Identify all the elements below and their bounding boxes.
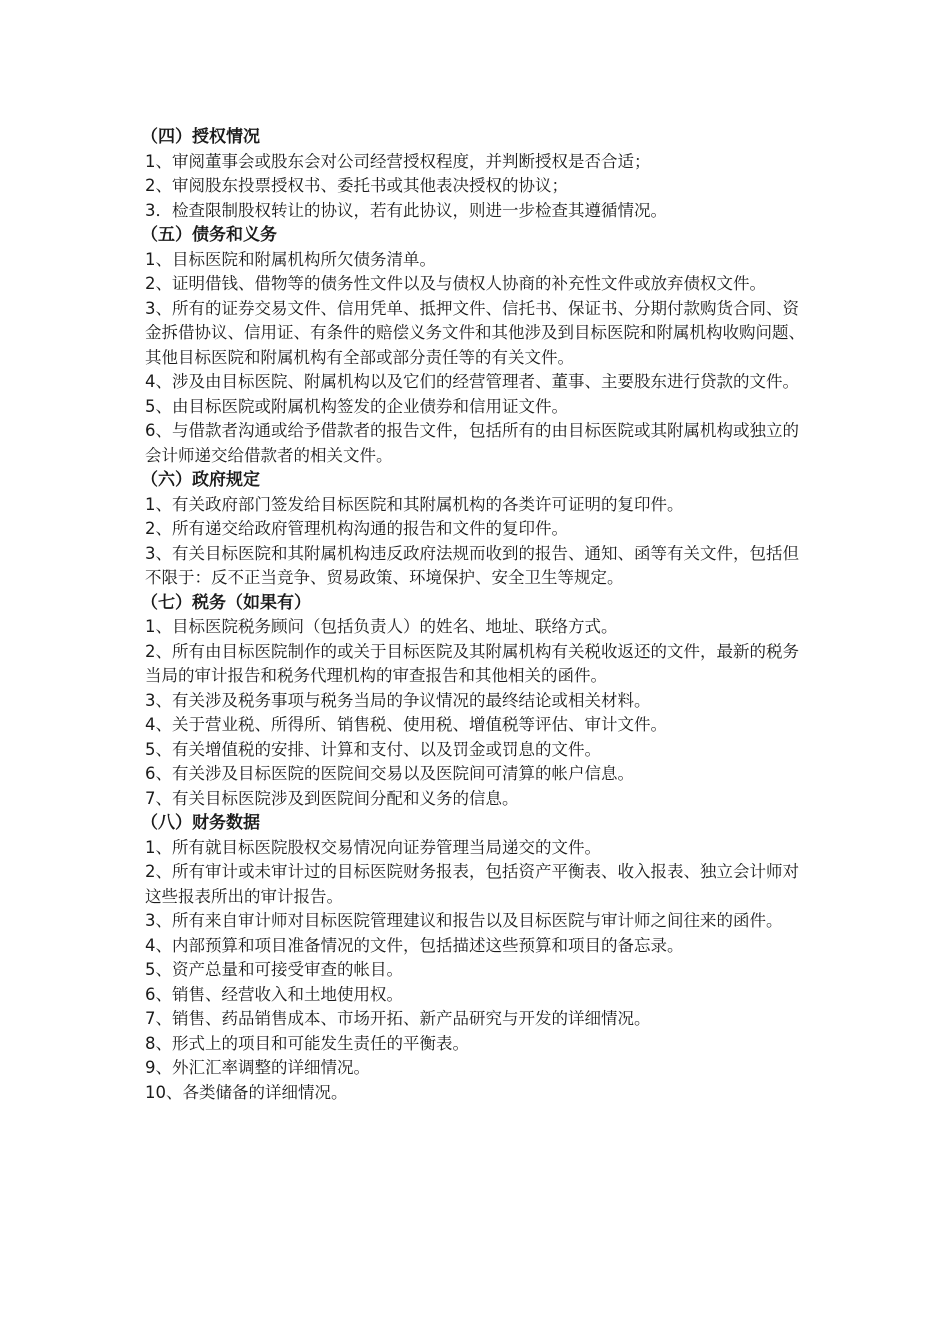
list-item: 4、关于营业税、所得所、销售税、使用税、增值税等评估、审计文件。 xyxy=(145,715,667,734)
list-item: 2、证明借钱、借物等的债务性文件以及与债权人协商的补充性文件或放弃债权文件。 xyxy=(145,274,766,293)
list-item: 6、销售、经营收入和土地使用权。 xyxy=(145,984,403,1004)
section-authorization xyxy=(141,125,815,223)
list-item: 6、有关涉及目标医院的医院间交易以及医院间可清算的帐户信息。 xyxy=(145,764,634,783)
list-item: 1、目标医院和附属机构所欠债务清单。 xyxy=(145,249,436,269)
section-heading: （八）财务数据 xyxy=(141,813,260,833)
list-item: 3、有关涉及税务事项与税务当局的争议情况的最终结论或相关材料。 xyxy=(145,690,651,710)
list-item: 5、由目标医院或附属机构签发的企业债券和信用证文件。 xyxy=(145,396,568,416)
section-heading: （六）政府规定 xyxy=(141,470,260,490)
section-heading: （五）债务和义务 xyxy=(141,225,277,245)
list-item: 10、各类储备的详细情况。 xyxy=(145,1082,348,1102)
list-item: 4、涉及由目标医院、附属机构以及它们的经营管理者、董事、主要股东进行贷款的文件。 xyxy=(145,372,799,391)
list-item: 7、销售、药品销售成本、市场开拓、新产品研究与开发的详细情况。 xyxy=(145,1009,651,1028)
list-item: 1、审阅董事会或股东会对公司经营授权程度，并判断授权是否合适； xyxy=(145,151,651,171)
section-heading: （四）授权情况 xyxy=(141,127,260,147)
section-taxation xyxy=(141,591,815,812)
list-item: 5、有关增值税的安排、计算和支付、以及罚金或罚息的文件。 xyxy=(145,739,601,759)
section-financial-data xyxy=(141,811,815,1105)
list-item: 2、所有递交给政府管理机构沟通的报告和文件的复印件。 xyxy=(145,519,568,538)
list-item: 3．检查限制股权转让的协议，若有此协议，则进一步检查其遵循情况。 xyxy=(145,200,667,220)
list-item: 5、资产总量和可接受审查的帐目。 xyxy=(145,960,403,979)
list-item: 3、有关目标医院和其附属机构违反政府法规而收到的报告、通知、函等有关文件，包括但不限于：反不正当竞争、贸易政策、环境保护、安全卫生等规定。 xyxy=(145,543,799,587)
list-item: 3、所有来自审计师对目标医院管理建议和报告以及目标医院与审计师之间往来的函件。 xyxy=(145,911,783,930)
section-debts-obligations xyxy=(141,223,815,468)
list-item: 2、所有由目标医院制作的或关于目标医院及其附属机构有关税收返还的文件，最新的税务当局的审计报告和税务代理机构的审查报告和其他相关的函件。 xyxy=(145,641,799,685)
list-item: 2、审阅股东投票授权书、委托书或其他表决授权的协议； xyxy=(145,176,568,195)
section-government-regulations xyxy=(141,468,815,591)
list-item: 9、外汇汇率调整的详细情况。 xyxy=(145,1058,370,1077)
list-item: 3、所有的证券交易文件、信用凭单、抵押文件、信托书、保证书、分期付款购货合同、资金拆借协议、信用证、有条件的赔偿义务文件和其他涉及到目标医院和附属机构收购问题、其他目标医院和附属机构有全部或部分责任等的有关文件。 xyxy=(145,298,805,367)
list-item: 7、有关目标医院涉及到医院间分配和义务的信息。 xyxy=(145,788,519,808)
list-item: 8、形式上的项目和可能发生责任的平衡表。 xyxy=(145,1033,469,1053)
list-item: 1、目标医院税务顾问（包括负责人）的姓名、地址、联络方式。 xyxy=(145,617,618,636)
list-item: 1、所有就目标医院股权交易情况向证券管理当局递交的文件。 xyxy=(145,837,601,857)
list-item: 1、有关政府部门签发给目标医院和其附属机构的各类许可证明的复印件。 xyxy=(145,494,684,514)
list-item: 2、所有审计或未审计过的目标医院财务报表，包括资产平衡表、收入报表、独立会计师对这些报表所出的审计报告。 xyxy=(145,862,799,906)
section-heading: （七）税务（如果有） xyxy=(141,592,311,613)
list-item: 6、与借款者沟通或给予借款者的报告文件，包括所有的由目标医院或其附属机构或独立的会计师递交给借款者的相关文件。 xyxy=(145,421,799,465)
list-item: 4、内部预算和项目准备情况的文件，包括描述这些预算和项目的备忘录。 xyxy=(145,935,684,955)
document-body xyxy=(141,125,815,1105)
